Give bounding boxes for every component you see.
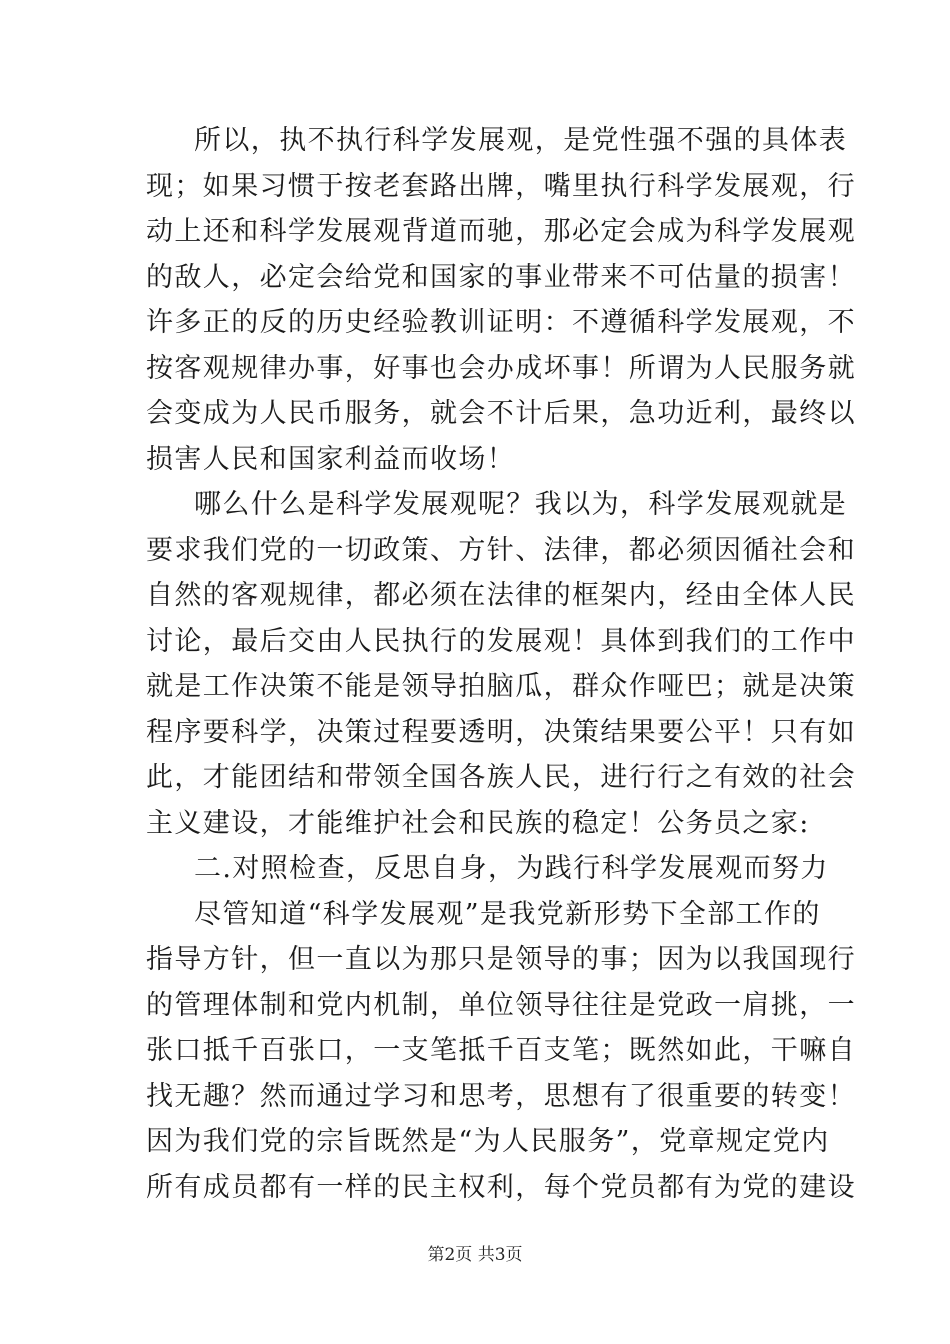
text-line: 张口抵千百张口，一支笔抵千百支笔；既然如此，干嘛自 bbox=[146, 1035, 856, 1066]
text-line: 的管理体制和党内机制，单位领导往往是党政一肩挑，一 bbox=[146, 989, 856, 1021]
text-line: 损害人民和国家利益而收场！ bbox=[146, 443, 516, 475]
text-line: 自然的客观规律，都必须在法律的框架内，经由全体人民 bbox=[146, 580, 856, 611]
body-text bbox=[146, 118, 856, 1210]
section-heading: 二.对照检查，反思自身，为践行科学发展观而努力 bbox=[194, 853, 829, 884]
text-line: 尽管知道“科学发展观”是我党新形势下全部工作的 bbox=[194, 898, 821, 930]
text-line: 讨论，最后交由人民执行的发展观！具体到我们的工作中 bbox=[146, 625, 856, 657]
text-line: 就是工作决策不能是领导拍脑瓜，群众作哑巴；就是决策 bbox=[146, 671, 856, 702]
text-line: 所有成员都有一样的民主权利，每个党员都有为党的建设 bbox=[146, 1171, 856, 1203]
text-line: 现；如果习惯于按老套路出牌，嘴里执行科学发展观，行 bbox=[146, 170, 856, 202]
text-line: 按客观规律办事，好事也会办成坏事！所谓为人民服务就 bbox=[146, 352, 856, 384]
page-footer: 第2页 共3页 bbox=[427, 1245, 523, 1265]
text-line: 要求我们党的一切政策、方针、法律，都必须因循社会和 bbox=[146, 534, 856, 566]
text-line: 动上还和科学发展观背道而驰，那必定会成为科学发展观 bbox=[146, 216, 856, 247]
text-line: 主义建设，才能维护社会和民族的稳定！公务员之家: bbox=[146, 807, 810, 839]
text-line: 因为我们党的宗旨既然是“为人民服务”，党章规定党内 bbox=[146, 1126, 830, 1157]
text-line: 找无趣？然而通过学习和思考，思想有了很重要的转变！ bbox=[146, 1080, 856, 1112]
text-line: 所以，执不执行科学发展观，是党性强不强的具体表 bbox=[194, 125, 848, 156]
text-line: 许多正的反的历史经验教训证明：不遵循科学发展观，不 bbox=[146, 307, 856, 338]
text-line: 哪么什么是科学发展观呢？我以为，科学发展观就是 bbox=[194, 489, 848, 520]
text-line: 指导方针，但一直以为那只是领导的事；因为以我国现行 bbox=[146, 944, 856, 975]
text-line: 会变成为人民币服务，就会不计后果，急功近利，最终以 bbox=[146, 398, 856, 429]
text-line: 的敌人，必定会给党和国家的事业带来不可估量的损害！ bbox=[146, 261, 856, 293]
text-line: 此，才能团结和带领全国各族人民，进行行之有效的社会 bbox=[146, 762, 856, 793]
text-line: 程序要科学，决策过程要透明，决策结果要公平！只有如 bbox=[146, 716, 856, 748]
